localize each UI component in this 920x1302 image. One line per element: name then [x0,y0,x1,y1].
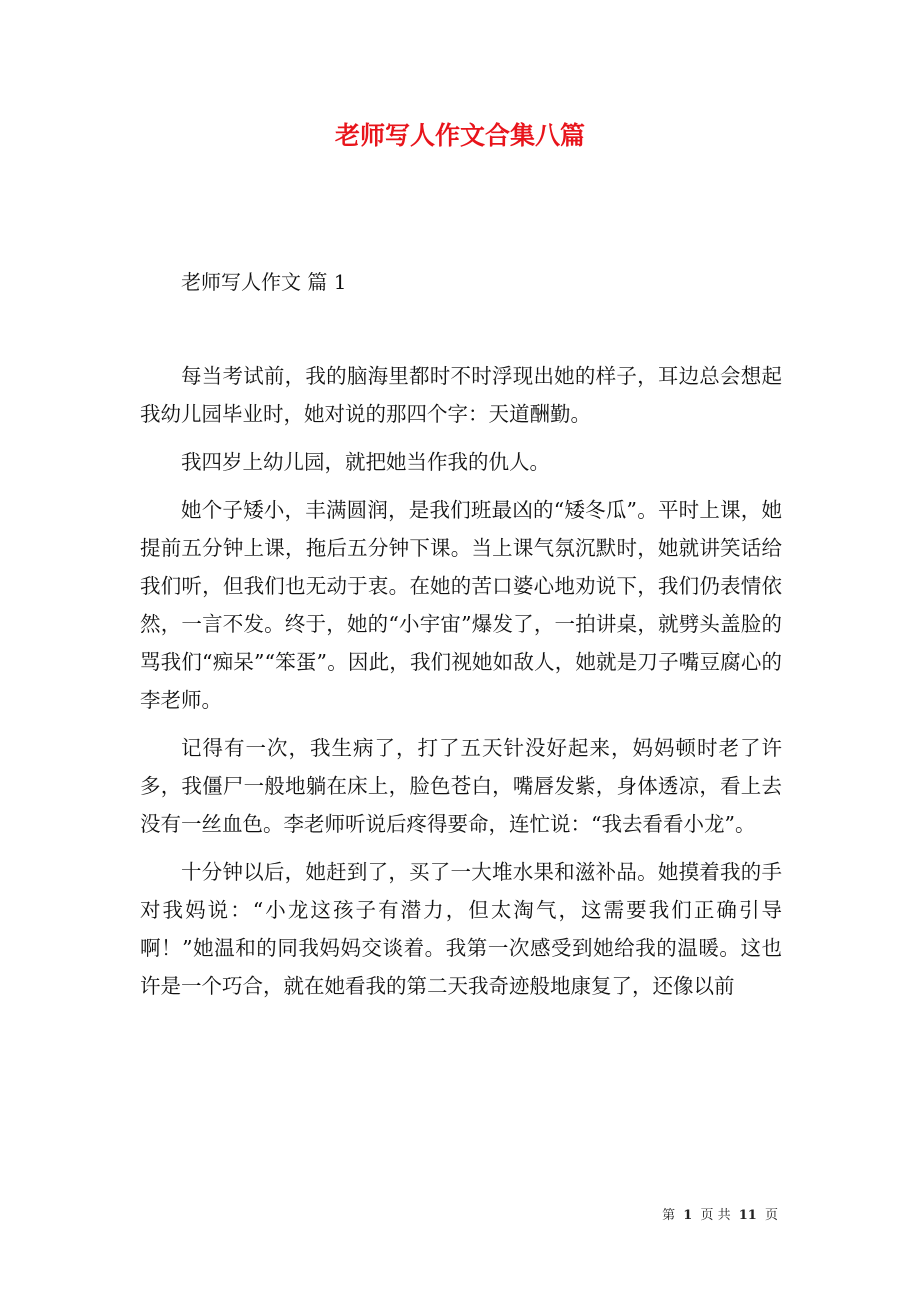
footer-suffix: 页 [764,1208,778,1223]
total-pages-number: 11 [738,1208,757,1223]
document-title: 老师写人作文合集八篇 [334,121,585,150]
section-heading: 老师写人作文 篇 1 [181,270,347,294]
footer-prefix: 第 [662,1208,676,1223]
paragraph: 每当考试前，我的脑海里都时不时浮现出她的样子，耳边总会想起我幼儿园毕业时，她对说的那四个字：天道酬勤。 [140,364,782,426]
paragraph: 十分钟以后，她赶到了，买了一大堆水果和滋补品。她摸着我的手对我妈说：“小龙这孩子有潜力，但太淘气，这需要我们正确引导啊！”她温和的同我妈妈交谈着。我第一次感受到她给我的温暖。这也许是一个巧合，就在她看我的第二天我奇迹般地康复了，还像以前 [140,860,782,998]
article-body [140,357,782,1015]
paragraph: 记得有一次，我生病了，打了五天针没好起来，妈妈顿时老了许多，我僵尸一般地躺在床上，脸色苍白，嘴唇发紫，身体透凉，看上去没有一丝血色。李老师听说后疼得要命，连忙说：“我去看看小龙”。 [140,736,782,836]
current-page-number: 1 [683,1208,693,1223]
paragraph: 我四岁上幼儿园，就把她当作我的仇人。 [181,450,550,474]
page-footer [660,1206,780,1226]
paragraph: 她个子矮小，丰满圆润，是我们班最凶的“矮冬瓜”。平时上课，她提前五分钟上课，拖后五分钟下课。当上课气氛沉默时，她就讲笑话给我们听，但我们也无动于衷。在她的苦口婆心地劝说下，我们仍表情依然，一言不发。终于，她的“小宇宙”爆发了，一拍讲桌，就劈头盖脸的骂我们“痴呆”“笨蛋”。因此，我们视她如敌人，她就是刀子嘴豆腐心的李老师。 [140,498,782,712]
footer-middle: 页 共 [700,1208,731,1223]
